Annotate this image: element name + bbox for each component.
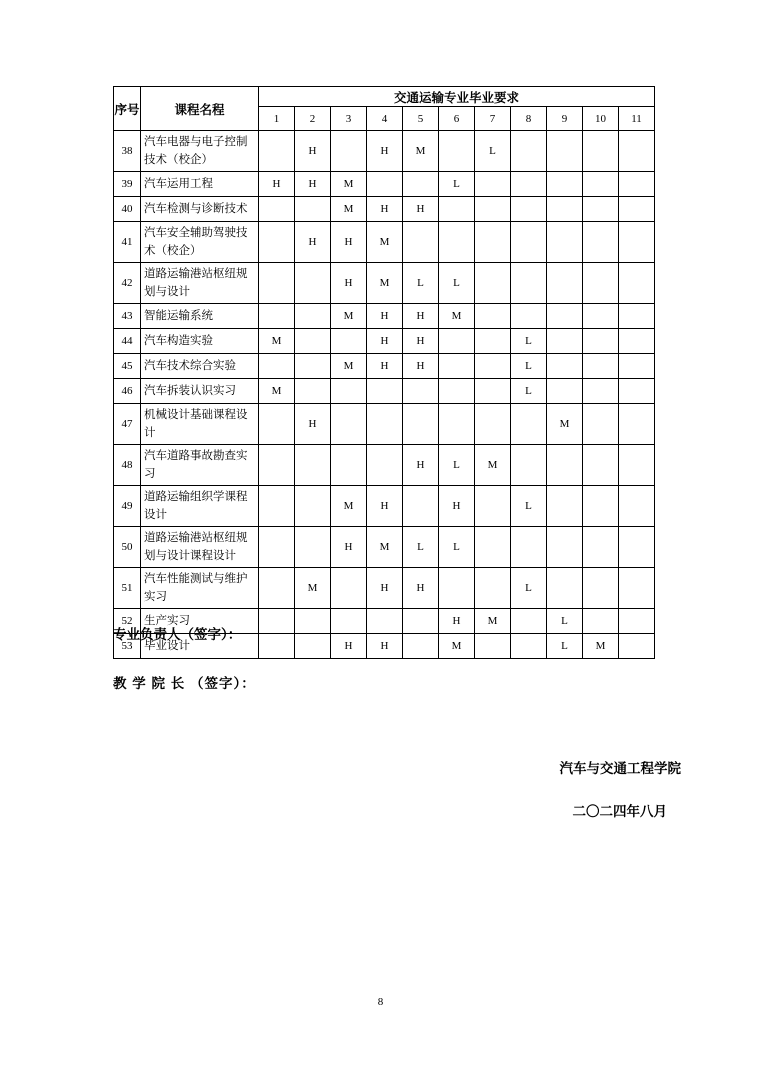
mark-cell xyxy=(331,568,367,609)
mark-cell: L xyxy=(403,263,439,304)
mark-cell xyxy=(547,197,583,222)
mark-cell xyxy=(259,131,295,172)
mark-cell: L xyxy=(547,634,583,659)
mark-cell xyxy=(295,197,331,222)
header-req-col-3: 3 xyxy=(331,107,367,131)
mark-cell xyxy=(439,131,475,172)
mark-cell xyxy=(475,568,511,609)
mark-cell: H xyxy=(259,172,295,197)
header-req-col-5: 5 xyxy=(403,107,439,131)
table-row xyxy=(114,329,655,354)
course-name-cell: 道路运输港站枢纽规划与设计 xyxy=(141,263,259,304)
mark-cell xyxy=(295,329,331,354)
mark-cell xyxy=(403,486,439,527)
row-serial-number: 41 xyxy=(114,222,141,263)
mark-cell xyxy=(439,222,475,263)
mark-cell: H xyxy=(295,172,331,197)
mark-cell xyxy=(475,222,511,263)
mark-cell xyxy=(367,379,403,404)
table-row xyxy=(114,263,655,304)
mark-cell xyxy=(583,329,619,354)
row-serial-number: 50 xyxy=(114,527,141,568)
mark-cell: H xyxy=(295,222,331,263)
course-name-cell: 汽车电器与电子控制技术（校企） xyxy=(141,131,259,172)
mark-cell: L xyxy=(439,172,475,197)
mark-cell xyxy=(439,404,475,445)
mark-cell xyxy=(511,527,547,568)
mark-cell xyxy=(547,172,583,197)
table-row xyxy=(114,197,655,222)
mark-cell xyxy=(259,568,295,609)
mark-cell: M xyxy=(331,486,367,527)
mark-cell xyxy=(475,197,511,222)
course-name-cell: 汽车性能测试与维护实习 xyxy=(141,568,259,609)
mark-cell xyxy=(259,404,295,445)
mark-cell xyxy=(367,172,403,197)
mark-cell xyxy=(619,609,655,634)
mark-cell: H xyxy=(439,486,475,527)
mark-cell: M xyxy=(367,527,403,568)
row-serial-number: 46 xyxy=(114,379,141,404)
mark-cell xyxy=(547,131,583,172)
mark-cell: L xyxy=(439,263,475,304)
mark-cell xyxy=(439,197,475,222)
mark-cell: H xyxy=(367,197,403,222)
mark-cell xyxy=(295,486,331,527)
mark-cell xyxy=(511,304,547,329)
mark-cell: H xyxy=(331,634,367,659)
mark-cell xyxy=(295,527,331,568)
header-req-col-8: 8 xyxy=(511,107,547,131)
mark-cell: M xyxy=(331,197,367,222)
mark-cell xyxy=(583,304,619,329)
mark-cell: M xyxy=(295,568,331,609)
row-serial-number: 38 xyxy=(114,131,141,172)
mark-cell xyxy=(403,609,439,634)
mark-cell xyxy=(619,172,655,197)
mark-cell xyxy=(547,445,583,486)
mark-cell: M xyxy=(547,404,583,445)
mark-cell xyxy=(583,404,619,445)
mark-cell: H xyxy=(331,222,367,263)
mark-cell xyxy=(295,609,331,634)
mark-cell: H xyxy=(367,131,403,172)
mark-cell xyxy=(331,131,367,172)
row-serial-number: 40 xyxy=(114,197,141,222)
mark-cell xyxy=(367,404,403,445)
mark-cell xyxy=(259,609,295,634)
table-row xyxy=(114,172,655,197)
mark-cell xyxy=(583,445,619,486)
mark-cell xyxy=(511,609,547,634)
mark-cell xyxy=(583,379,619,404)
mark-cell xyxy=(619,634,655,659)
mark-cell: L xyxy=(511,354,547,379)
mark-cell xyxy=(619,263,655,304)
row-serial-number: 44 xyxy=(114,329,141,354)
mark-cell: L xyxy=(439,527,475,568)
course-name-cell: 汽车运用工程 xyxy=(141,172,259,197)
mark-cell xyxy=(367,445,403,486)
table-row xyxy=(114,304,655,329)
mark-cell xyxy=(439,354,475,379)
mark-cell: H xyxy=(331,527,367,568)
mark-cell xyxy=(331,609,367,634)
institution-name: 汽车与交通工程学院 xyxy=(559,761,681,776)
mark-cell xyxy=(547,568,583,609)
mark-cell xyxy=(583,131,619,172)
mark-cell xyxy=(511,172,547,197)
header-req-col-4: 4 xyxy=(367,107,403,131)
mark-cell xyxy=(259,304,295,329)
mark-cell xyxy=(619,197,655,222)
mark-cell xyxy=(547,486,583,527)
course-name-cell: 汽车检测与诊断技术 xyxy=(141,197,259,222)
table-row xyxy=(114,222,655,263)
mark-cell: L xyxy=(475,131,511,172)
course-name-cell: 道路运输组织学课程设计 xyxy=(141,486,259,527)
signature-program-director: 专业负责人（签字）： xyxy=(113,627,242,642)
mark-cell xyxy=(583,197,619,222)
mark-cell xyxy=(619,527,655,568)
mark-cell xyxy=(547,263,583,304)
table-row xyxy=(114,404,655,445)
mark-cell xyxy=(511,197,547,222)
mark-cell xyxy=(475,486,511,527)
mark-cell xyxy=(547,329,583,354)
mark-cell xyxy=(583,527,619,568)
mark-cell: H xyxy=(439,609,475,634)
mark-cell xyxy=(583,172,619,197)
mark-cell: H xyxy=(367,329,403,354)
row-serial-number: 53 xyxy=(114,634,141,659)
mark-cell xyxy=(259,527,295,568)
mark-cell xyxy=(475,304,511,329)
mark-cell xyxy=(619,404,655,445)
mark-cell xyxy=(331,379,367,404)
table-row xyxy=(114,568,655,609)
mark-cell xyxy=(511,131,547,172)
mark-cell xyxy=(331,404,367,445)
signature-block xyxy=(113,623,256,692)
row-serial-number: 49 xyxy=(114,486,141,527)
mark-cell xyxy=(475,527,511,568)
mark-cell xyxy=(547,527,583,568)
mark-cell xyxy=(511,263,547,304)
table-header xyxy=(114,87,655,131)
mark-cell xyxy=(619,131,655,172)
mark-cell: L xyxy=(439,445,475,486)
mark-cell: H xyxy=(403,568,439,609)
mark-cell xyxy=(439,568,475,609)
mark-cell xyxy=(475,404,511,445)
course-name-cell: 生产实习 xyxy=(141,609,259,634)
mark-cell xyxy=(475,379,511,404)
mark-cell: M xyxy=(259,329,295,354)
table-row xyxy=(114,486,655,527)
mark-cell xyxy=(439,379,475,404)
mark-cell: M xyxy=(439,304,475,329)
mark-cell: L xyxy=(403,527,439,568)
header-course-name: 课程名程 xyxy=(141,87,259,131)
mark-cell xyxy=(511,445,547,486)
course-name-cell: 汽车拆装认识实习 xyxy=(141,379,259,404)
mark-cell xyxy=(439,329,475,354)
mark-cell xyxy=(403,634,439,659)
mark-cell: M xyxy=(367,263,403,304)
mark-cell xyxy=(619,354,655,379)
mark-cell xyxy=(583,568,619,609)
mark-cell xyxy=(619,568,655,609)
mark-cell xyxy=(511,634,547,659)
table-row xyxy=(114,354,655,379)
mark-cell: M xyxy=(475,609,511,634)
mark-cell: H xyxy=(295,131,331,172)
mark-cell xyxy=(295,354,331,379)
mark-cell xyxy=(619,486,655,527)
mark-cell xyxy=(259,486,295,527)
course-name-cell: 智能运输系统 xyxy=(141,304,259,329)
course-name-cell: 汽车技术综合实验 xyxy=(141,354,259,379)
mark-cell xyxy=(475,634,511,659)
table-row xyxy=(114,379,655,404)
mark-cell xyxy=(295,304,331,329)
mark-cell xyxy=(295,263,331,304)
mark-cell: L xyxy=(511,486,547,527)
header-req-col-9: 9 xyxy=(547,107,583,131)
mark-cell: H xyxy=(331,263,367,304)
mark-cell xyxy=(403,379,439,404)
mark-cell: H xyxy=(295,404,331,445)
row-serial-number: 47 xyxy=(114,404,141,445)
mark-cell xyxy=(259,197,295,222)
header-req-col-6: 6 xyxy=(439,107,475,131)
header-req-col-7: 7 xyxy=(475,107,511,131)
course-name-cell: 汽车安全辅助驾驶技术（校企） xyxy=(141,222,259,263)
row-serial-number: 52 xyxy=(114,609,141,634)
mark-cell xyxy=(259,445,295,486)
header-row-group xyxy=(114,87,655,107)
row-serial-number: 42 xyxy=(114,263,141,304)
row-serial-number: 48 xyxy=(114,445,141,486)
mark-cell xyxy=(403,172,439,197)
mark-cell xyxy=(331,445,367,486)
mark-cell: H xyxy=(403,329,439,354)
mark-cell xyxy=(619,304,655,329)
mark-cell xyxy=(331,329,367,354)
mark-cell: L xyxy=(511,329,547,354)
row-serial-number: 51 xyxy=(114,568,141,609)
mark-cell: L xyxy=(511,568,547,609)
header-req-col-10: 10 xyxy=(583,107,619,131)
mark-cell xyxy=(511,404,547,445)
mark-cell xyxy=(259,263,295,304)
header-group-title: 交通运输专业毕业要求 xyxy=(259,87,655,107)
mark-cell xyxy=(403,222,439,263)
mark-cell xyxy=(367,609,403,634)
mark-cell xyxy=(295,445,331,486)
course-name-cell: 汽车构造实验 xyxy=(141,329,259,354)
mark-cell xyxy=(259,354,295,379)
mark-cell: L xyxy=(547,609,583,634)
mark-cell xyxy=(259,222,295,263)
page-number: 8 xyxy=(377,996,384,1008)
signature-dean: 教 学 院 长 （签字）： xyxy=(113,676,256,691)
course-name-cell: 汽车道路事故勘查实习 xyxy=(141,445,259,486)
table-row xyxy=(114,445,655,486)
row-serial-number: 45 xyxy=(114,354,141,379)
mark-cell: M xyxy=(331,304,367,329)
mark-cell xyxy=(583,354,619,379)
mark-cell xyxy=(583,263,619,304)
mark-cell xyxy=(547,379,583,404)
mark-cell: H xyxy=(403,354,439,379)
mark-cell: H xyxy=(403,445,439,486)
mark-cell: L xyxy=(511,379,547,404)
table-row xyxy=(114,527,655,568)
table-body xyxy=(114,131,655,659)
mark-cell: M xyxy=(439,634,475,659)
mark-cell xyxy=(547,304,583,329)
header-req-col-2: 2 xyxy=(295,107,331,131)
course-name-cell: 毕业设计 xyxy=(141,634,259,659)
mark-cell xyxy=(295,634,331,659)
mark-cell xyxy=(475,329,511,354)
mark-cell xyxy=(619,445,655,486)
course-requirements-table xyxy=(113,86,655,659)
mark-cell xyxy=(583,609,619,634)
mark-cell: H xyxy=(367,568,403,609)
mark-cell: M xyxy=(475,445,511,486)
mark-cell: M xyxy=(583,634,619,659)
mark-cell xyxy=(583,486,619,527)
mark-cell xyxy=(547,222,583,263)
row-serial-number: 39 xyxy=(114,172,141,197)
mark-cell xyxy=(511,222,547,263)
mark-cell xyxy=(403,404,439,445)
mark-cell xyxy=(475,354,511,379)
mark-cell: M xyxy=(331,172,367,197)
header-req-col-11: 11 xyxy=(619,107,655,131)
mark-cell: M xyxy=(259,379,295,404)
mark-cell xyxy=(619,329,655,354)
mark-cell xyxy=(619,222,655,263)
mark-cell: H xyxy=(367,304,403,329)
table-row xyxy=(114,131,655,172)
mark-cell xyxy=(295,379,331,404)
mark-cell: H xyxy=(367,354,403,379)
course-name-cell: 机械设计基础课程设计 xyxy=(141,404,259,445)
mark-cell xyxy=(547,354,583,379)
document-date: 二〇二四年八月 xyxy=(572,804,667,819)
mark-cell: H xyxy=(367,634,403,659)
row-serial-number: 43 xyxy=(114,304,141,329)
course-name-cell: 道路运输港站枢纽规划与设计课程设计 xyxy=(141,527,259,568)
header-req-col-1: 1 xyxy=(259,107,295,131)
mark-cell xyxy=(619,379,655,404)
mark-cell xyxy=(583,222,619,263)
mark-cell xyxy=(259,634,295,659)
mark-cell: M xyxy=(331,354,367,379)
mark-cell: H xyxy=(403,197,439,222)
mark-cell: M xyxy=(403,131,439,172)
mark-cell: H xyxy=(403,304,439,329)
mark-cell xyxy=(475,172,511,197)
mark-cell: H xyxy=(367,486,403,527)
mark-cell: M xyxy=(367,222,403,263)
mark-cell xyxy=(475,263,511,304)
header-serial-number: 序号 xyxy=(114,87,141,131)
